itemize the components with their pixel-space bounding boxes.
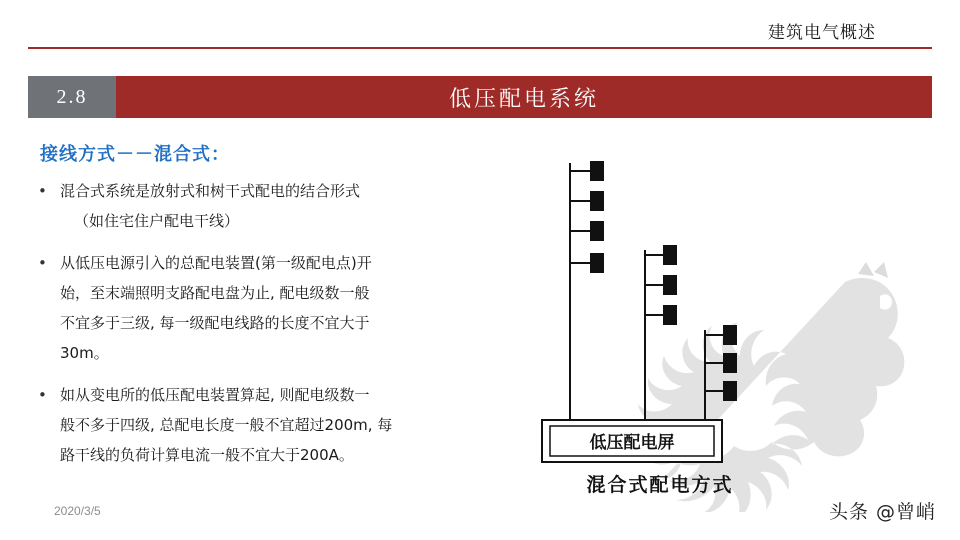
bullet-line: 路干线的负荷计算电流一般不宜大于200A。	[60, 446, 354, 464]
bullet-line: 从低压电源引入的总配电装置(第一级配电点)开	[60, 254, 372, 272]
bullet-text	[60, 248, 508, 368]
bullet-marker: •	[38, 182, 47, 200]
bullet-marker: •	[38, 254, 47, 272]
bullet-marker: •	[38, 386, 47, 404]
list-item	[38, 380, 508, 470]
bullet-line: （如住宅住户配电干线）	[74, 212, 240, 230]
header-divider	[28, 47, 932, 49]
slide-date: 2020/3/5	[54, 504, 101, 518]
bullet-line: 30m。	[60, 344, 109, 362]
wiring-diagram	[520, 155, 920, 515]
list-item	[38, 176, 508, 236]
header-title: 建筑电气概述	[768, 23, 876, 43]
section-number: 2.8	[28, 76, 116, 118]
bullet-list	[38, 176, 508, 482]
bullet-text	[60, 380, 508, 470]
content-subtitle: 接线方式－－混合式：	[40, 144, 230, 165]
bullet-line: 如从变电所的低压配电装置算起, 则配电级数一	[60, 386, 370, 404]
list-item	[38, 248, 508, 368]
watermark-label: 头条 @曾峭	[828, 501, 936, 523]
diagram-caption: 混合式配电方式	[586, 474, 734, 496]
bullet-line: 不宜多于三级, 每一级配电线路的长度不宜大于	[60, 314, 370, 332]
diagram-box-label: 低压配电屏	[589, 433, 675, 453]
bullet-line: 混合式系统是放射式和树干式配电的结合形式	[60, 182, 361, 200]
bullet-line: 始，至末端照明支路配电盘为止, 配电级数一般	[60, 284, 370, 302]
bullet-text	[60, 176, 508, 236]
section-title-bar	[28, 76, 932, 118]
bullet-line: 般不多于四级, 总配电长度一般不宜超过200m, 每	[60, 416, 393, 434]
section-title: 低压配电系统	[116, 76, 932, 118]
